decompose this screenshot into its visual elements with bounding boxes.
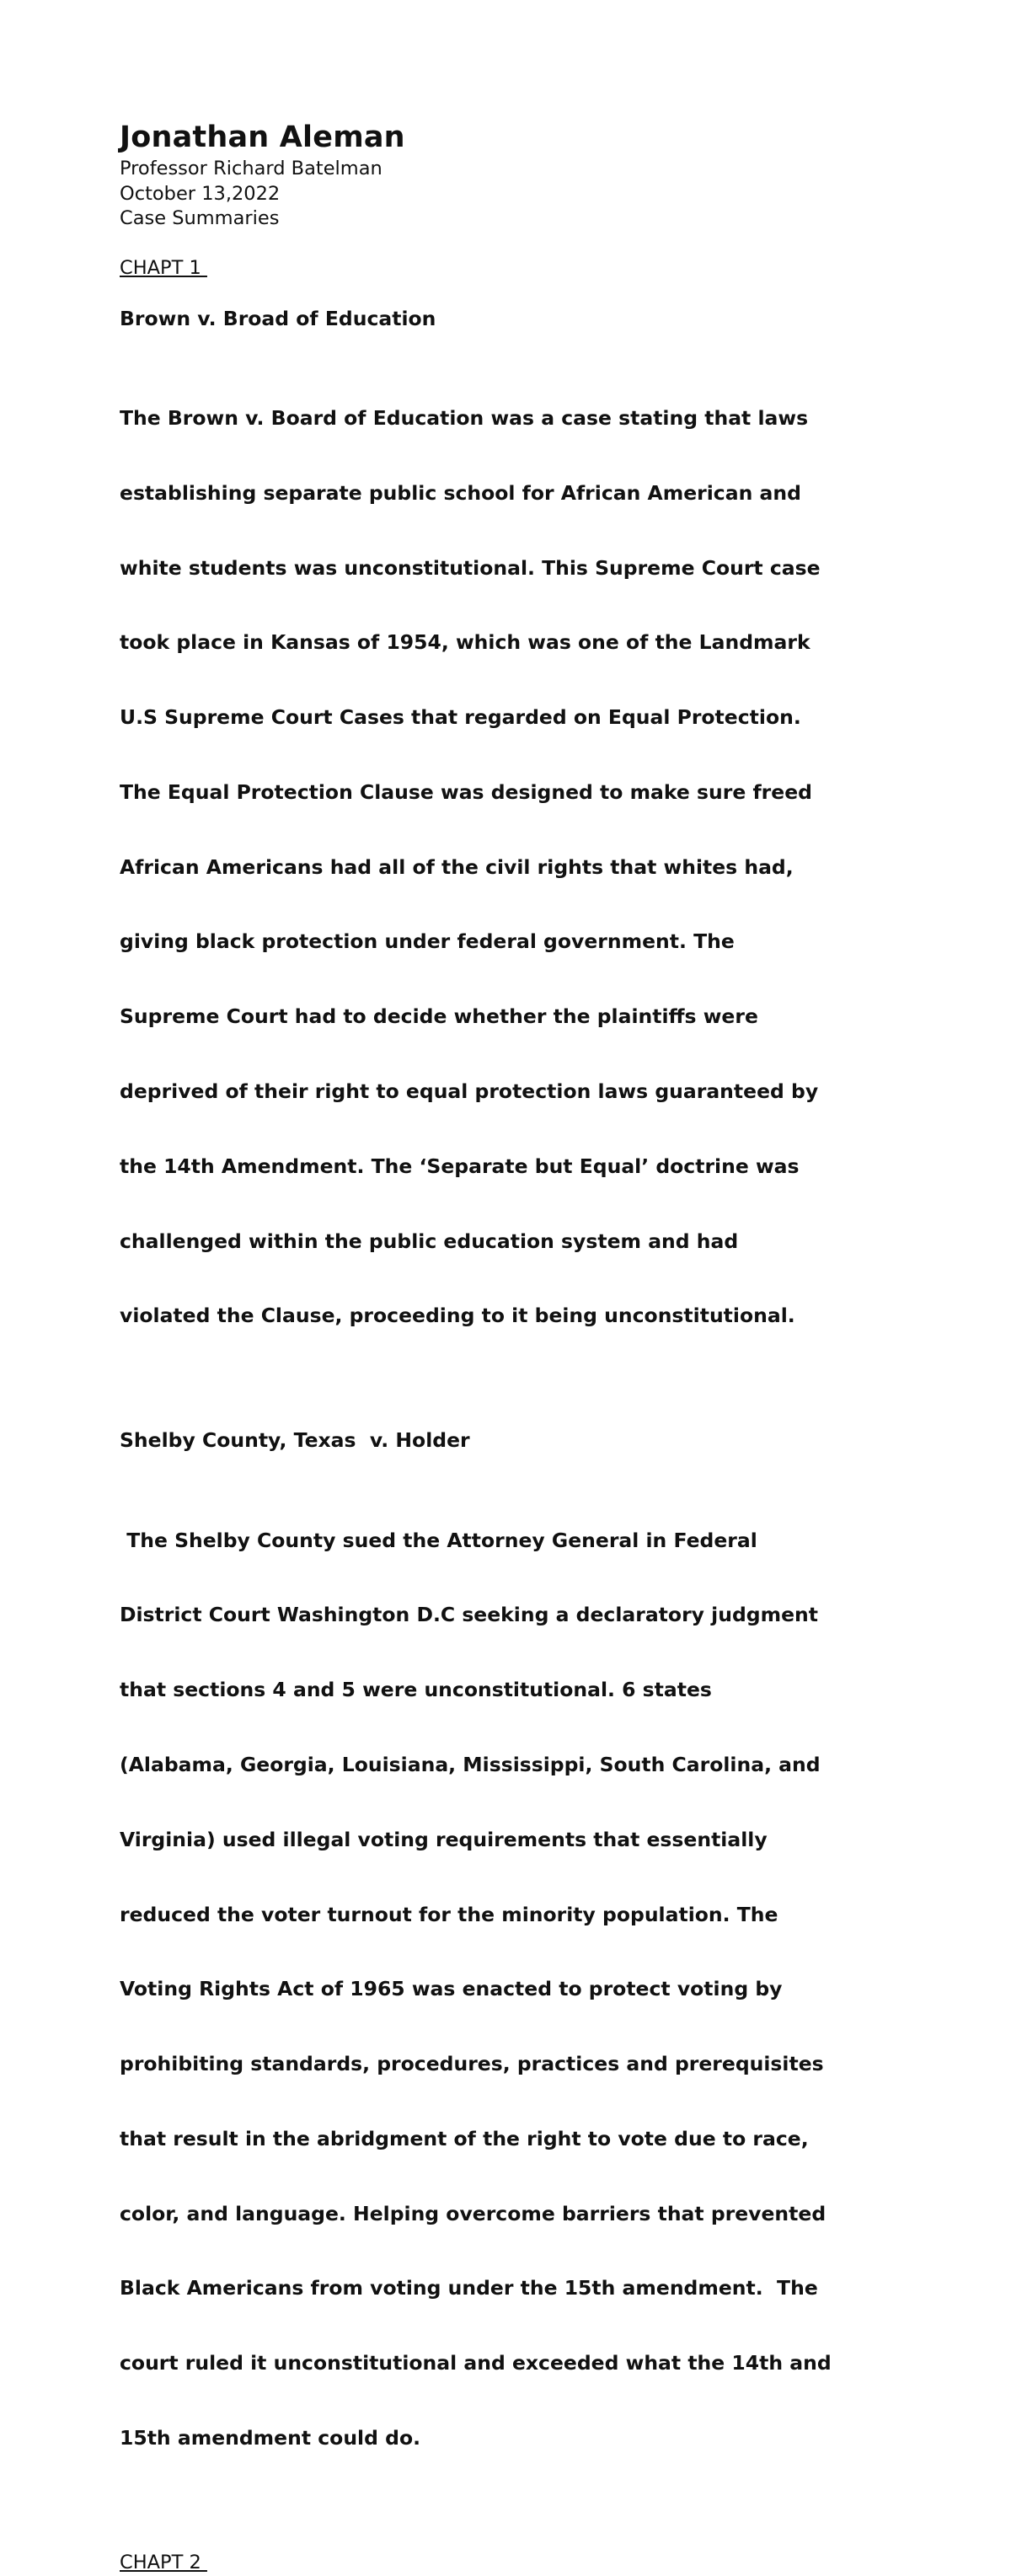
- summary-line: District Court Washington D.C seeking a declaratory judgment: [120, 1603, 818, 1627]
- summary-line: Supreme Court had to decide whether the plaintiffs were: [120, 1004, 758, 1029]
- summary-line: giving black protection under federal government. The: [120, 929, 735, 954]
- summary-line: reduced the voter turnout for the minority population. The: [120, 1902, 778, 1926]
- summary-line: white students was unconstitutional. This Supreme Court case: [120, 555, 821, 580]
- summary-line: (Alabama, Georgia, Louisiana, Mississippi, South Carolina, and: [120, 1753, 821, 1776]
- summary-line: that result in the abridgment of the right to vote due to race,: [120, 2126, 809, 2150]
- summary-line: The Shelby County sued the Attorney General in Federal: [120, 1528, 757, 1552]
- case-summary-brown: [120, 356, 912, 1379]
- document-date: October 13,2022: [120, 182, 281, 205]
- summary-line: deprived of their right to equal protection laws guaranteed by: [120, 1079, 819, 1103]
- summary-line: the 14th Amendment. The ‘Separate but Equal’ doctrine was: [120, 1154, 800, 1178]
- case-summary-shelby: [120, 1478, 912, 2500]
- summary-line: violated the Clause, proceeding to it being unconstitutional.: [120, 1304, 795, 1328]
- summary-line: establishing separate public school for African American and: [120, 480, 801, 505]
- professor-name: Professor Richard Batelman: [120, 158, 382, 179]
- summary-line: The Equal Protection Clause was designed to make sure freed: [120, 779, 812, 804]
- summary-line: African Americans had all of the civil rights that whites had,: [120, 854, 794, 879]
- summary-line: that sections 4 and 5 were unconstitutional. 6 states: [120, 1678, 712, 1702]
- summary-line: 15th amendment could do.: [120, 2426, 421, 2450]
- summary-line: Virginia) used illegal voting requirements that essentially: [120, 1827, 768, 1851]
- summary-line: prohibiting standards, procedures, practices and prerequisites: [120, 2052, 824, 2076]
- summary-line: challenged within the public education system and had: [120, 1229, 739, 1253]
- author-name: Jonathan Aleman: [120, 120, 405, 154]
- summary-line: U.S Supreme Court Cases that regarded on Equal Protection.: [120, 705, 801, 730]
- chapter-heading-1: CHAPT 1: [120, 257, 207, 280]
- summary-line: color, and language. Helping overcome barriers that prevented: [120, 2201, 826, 2225]
- document-page: [120, 118, 912, 2576]
- summary-line: took place in Kansas of 1954, which was one of the Landmark: [120, 630, 810, 655]
- document-title: Case Summaries: [120, 207, 280, 230]
- summary-line: Black Americans from voting under the 15th amendment. The: [120, 2276, 818, 2300]
- summary-line: court ruled it unconstitutional and exceeded what the 14th and: [120, 2351, 832, 2375]
- summary-line: The Brown v. Board of Education was a case stating that laws: [120, 405, 809, 430]
- case-title-shelby: Shelby County, Texas v. Holder: [120, 1428, 470, 1453]
- chapter-heading-2: CHAPT 2: [120, 2552, 207, 2573]
- case-title-brown: Brown v. Broad of Education: [120, 306, 436, 330]
- summary-line: Voting Rights Act of 1965 was enacted to protect voting by: [120, 1977, 783, 2001]
